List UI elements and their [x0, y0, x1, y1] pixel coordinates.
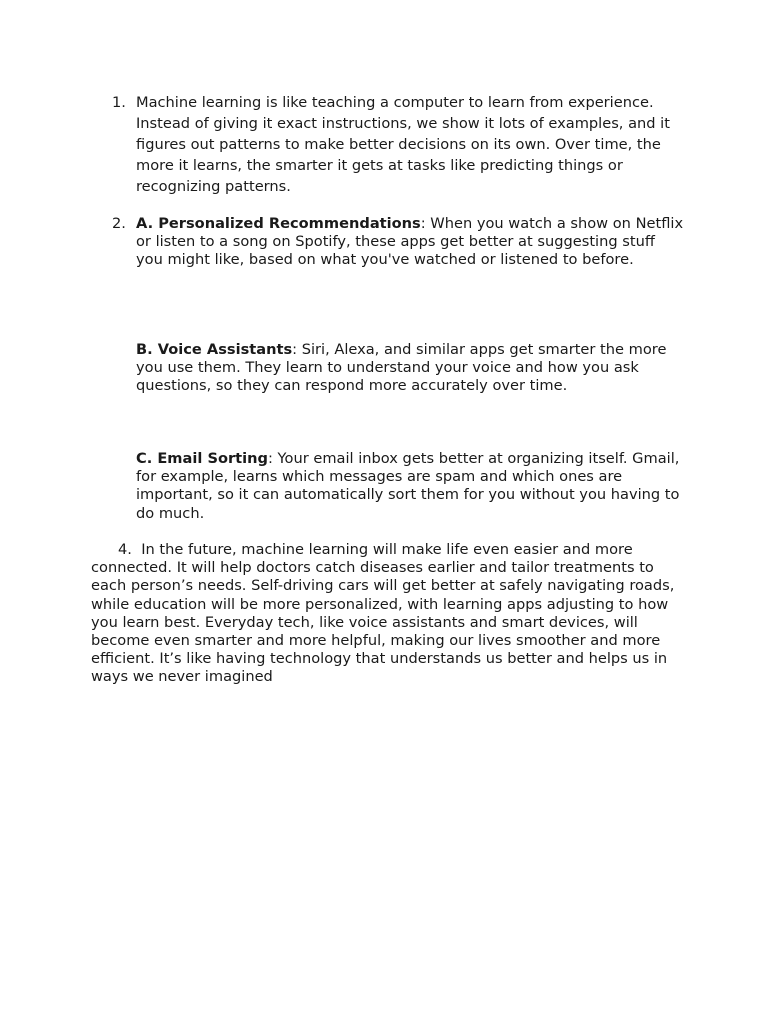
item-4-text: In the future, machine learning will make life even easier and more connected. It will help doctors catch diseases earlier and tailor treatments to each person’s needs. Self-driving cars will get better at safely navigating roads, while education will be more personalized, with learning apps adjusting to how you learn best. Everyday tech, like voice assistants and smart devices, will become even smarter and more helpful, making our lives smoother and more efficient. It’s like having technology that understands us better and helps us in ways we never imagined [91, 541, 675, 686]
item-1-text: Machine learning is like teaching a computer to learn from experience. Instead of giving it exact instructions, we show it lots of examples, and it figures out patterns to make better decisions on its own. Over time, the more it learns, the smarter it gets at tasks like predicting things or recognizing patterns. [136, 94, 670, 195]
list-item-1 [112, 92, 684, 197]
sub-item-c [136, 450, 684, 523]
list-number-2: 2. [112, 215, 126, 232]
list-item-2 [112, 215, 684, 270]
list-number-1: 1. [112, 94, 126, 111]
list-item-4 [91, 541, 691, 687]
sub-item-a-text: : When you watch a show on Netflix or listen to a song on Spotify, these apps get better at suggesting stuff you might like, based on what you've watched or listened to before. [136, 215, 684, 269]
list-number-4: 4. [118, 541, 132, 558]
sub-item-c-text: : Your email inbox gets better at organizing itself. Gmail, for example, learns which messages are spam and which ones are important, so it can automatically sort them for you without you having to do much. [136, 450, 680, 522]
sub-item-b-title: B. Voice Assistants [136, 341, 293, 358]
sub-item-b [136, 341, 684, 396]
sub-item-c-title: C. Email Sorting [136, 450, 268, 467]
sub-item-a-title: A. Personalized Recommendations [136, 215, 421, 232]
sub-item-b-text: : Siri, Alexa, and similar apps get smarter the more you use them. They learn to understand your voice and how you ask questions, so they can respond more accurately over time. [136, 341, 667, 395]
